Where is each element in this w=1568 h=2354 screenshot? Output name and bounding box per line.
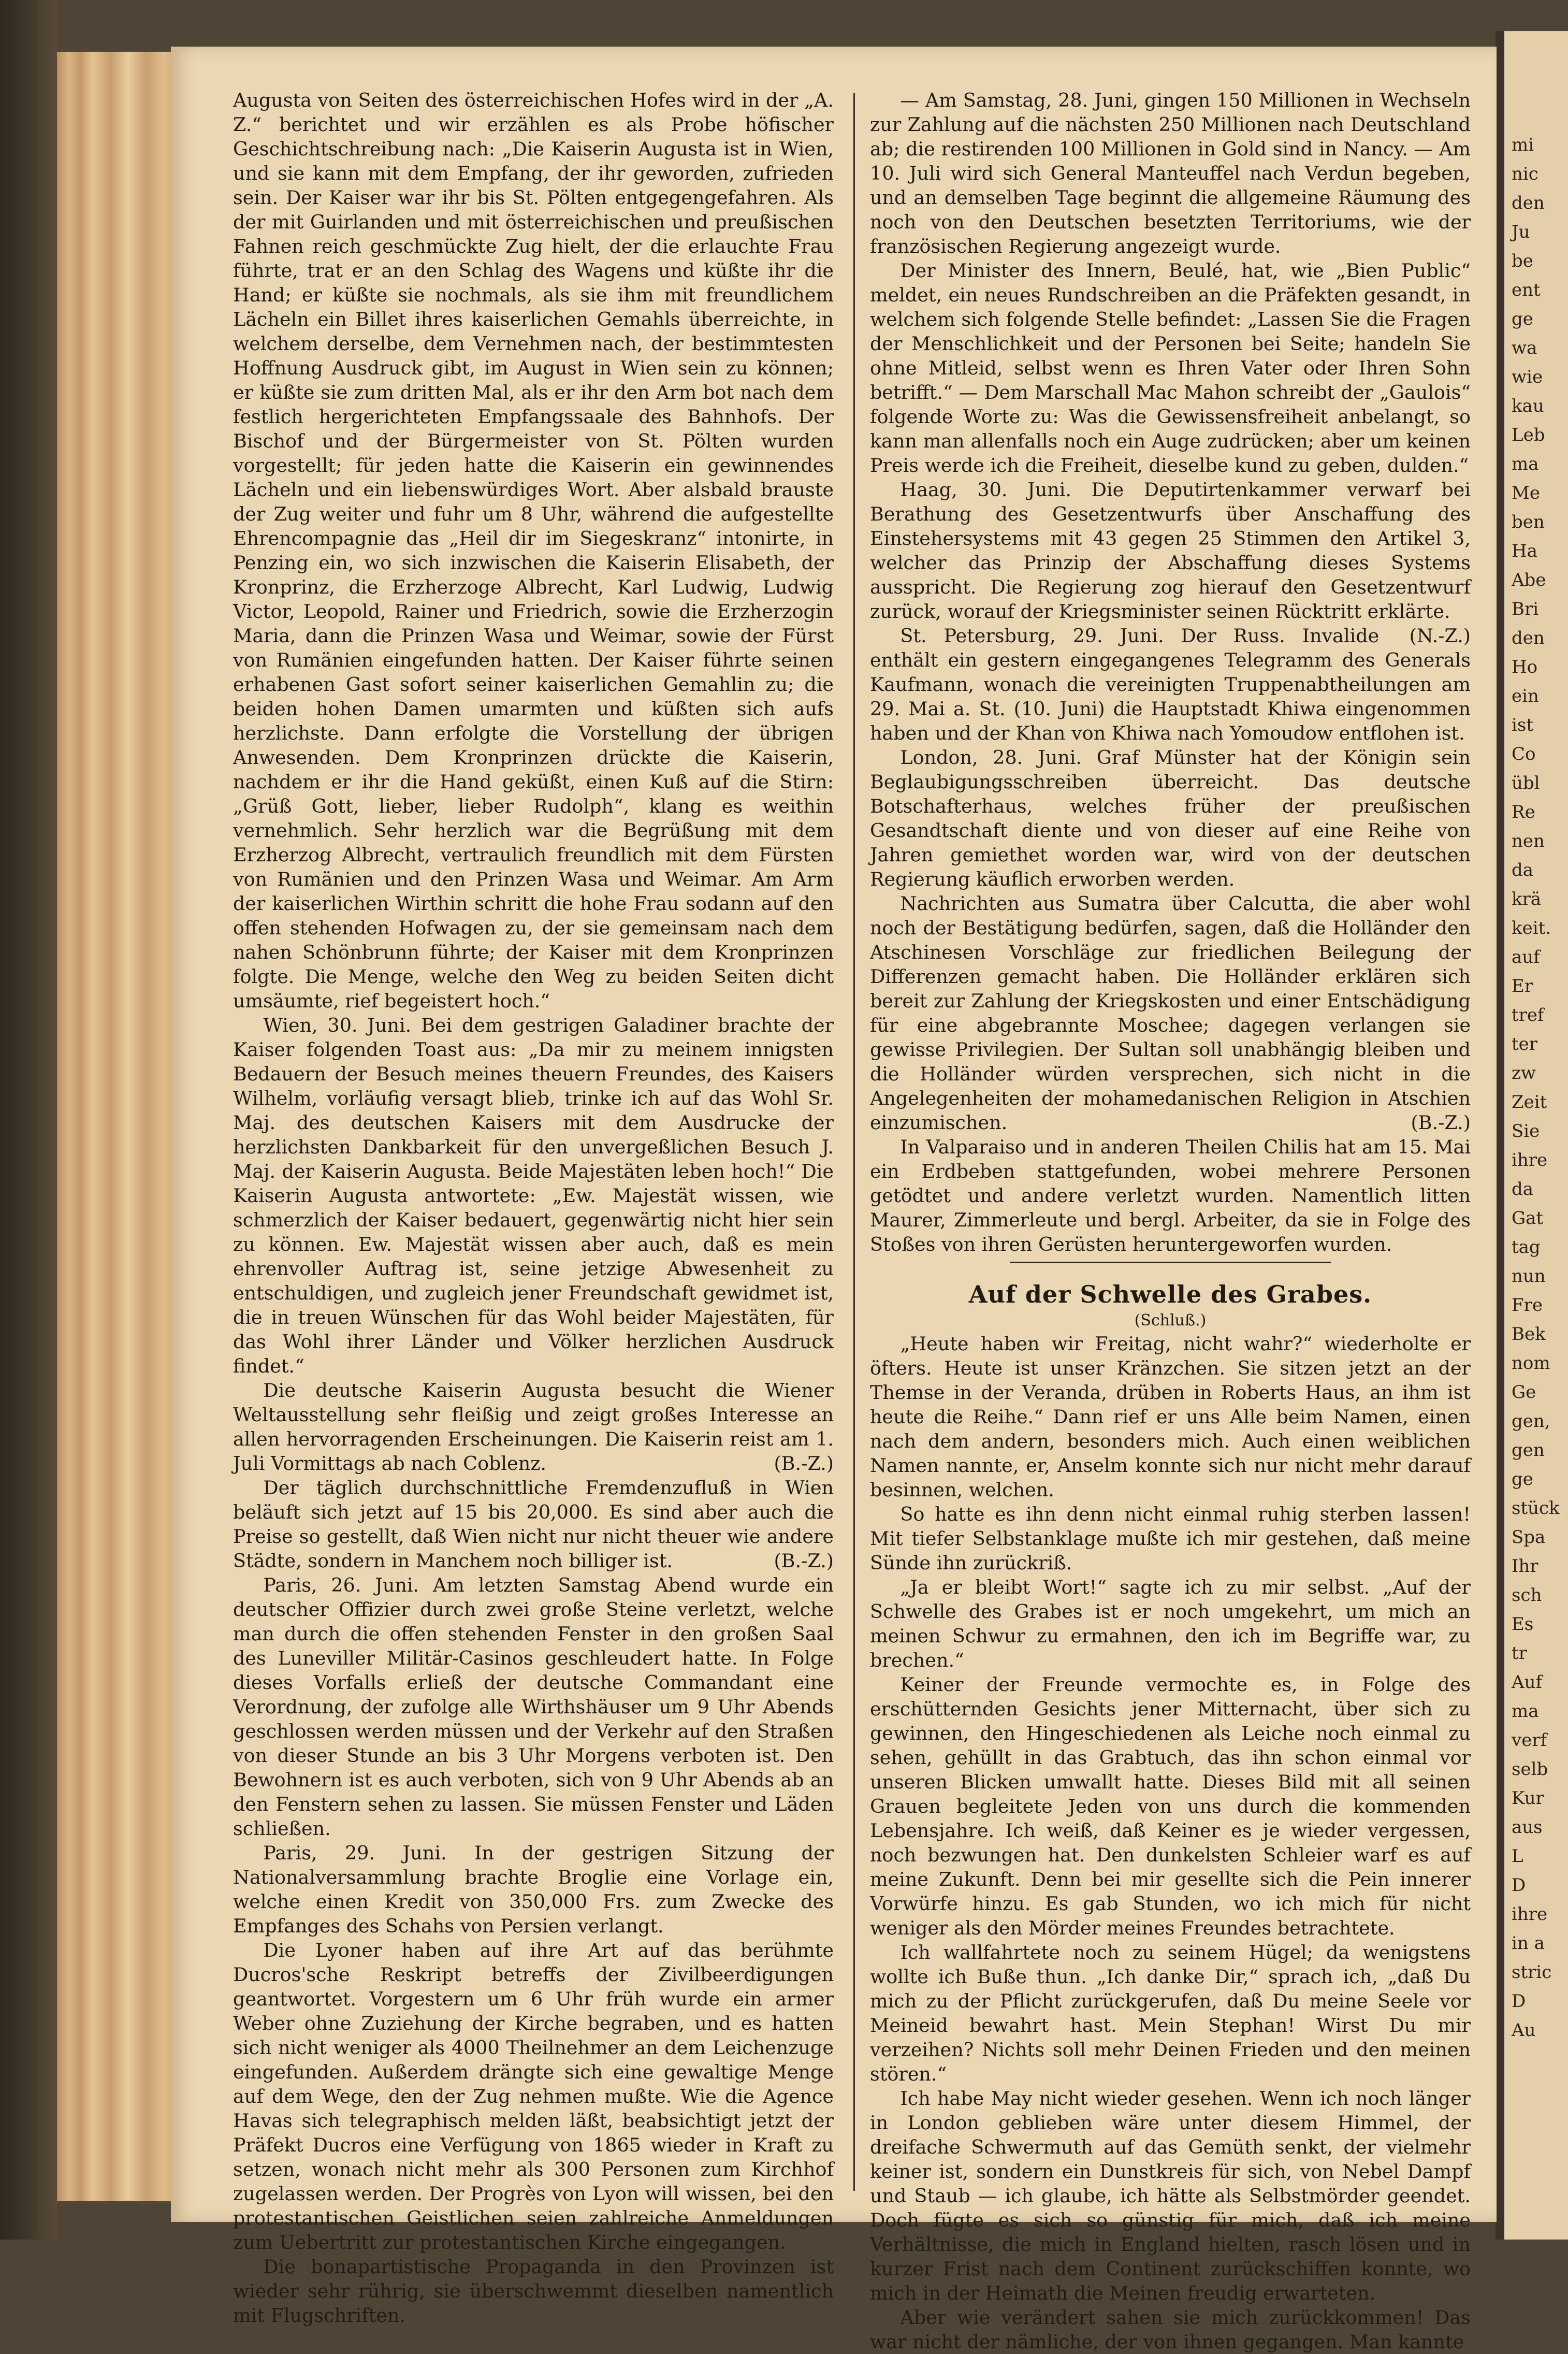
next-page-fragment: da [1512, 1179, 1534, 1200]
next-page-fragment: tr [1512, 1643, 1527, 1664]
next-page-fragment: Re [1512, 802, 1535, 822]
news-paragraph [870, 1502, 1471, 1575]
next-page-fragment: verf [1512, 1730, 1547, 1751]
next-page-fragment: tag [1512, 1237, 1541, 1258]
newspaper-page [171, 47, 1497, 2353]
next-page-fragment: den [1512, 193, 1545, 213]
next-page-fragment: Fre [1512, 1295, 1543, 1316]
next-page-fragment: ge [1512, 309, 1533, 329]
next-page-fragment: Co [1512, 744, 1536, 764]
next-page-fragment: ihre [1512, 1904, 1548, 1925]
next-page-fragment: mi [1512, 135, 1534, 155]
paragraph-text: Aber wie verändert sahen sie mich zurückkommen! Das war nicht der nämliche, der von ihnen gegangen. Man kannte [870, 2306, 1471, 2353]
next-page-fragment: Au [1512, 2020, 1536, 2041]
next-page-fragment: Zeit [1512, 1092, 1547, 1113]
next-page-fragment: D [1512, 1991, 1526, 2012]
news-paragraph [870, 2305, 1471, 2354]
paragraph-text: — Am Samstag, 28. Juni, gingen 150 Millionen in Wechseln zur Zahlung auf die nächsten 250 Millionen nach Deutschland ab; die restirenden 100 Millionen in Gold sind in Nancy. — Am 10. Juli wird sich General Manteuffel nach Verdun begeben, und an demselben Tage beginnt die allgemeine Räumung des noch von den Deutschen besetzten Territoriums, wie der französischen Regierung angezeigt wurde. [870, 89, 1471, 257]
next-page-fragment: aus [1512, 1817, 1543, 1838]
news-paragraph [870, 1332, 1471, 1502]
next-page-fragment: auf [1512, 947, 1540, 967]
paragraph-text: Der täglich durchschnittliche Fremdenzufluß in Wien beläuft sich jetzt auf 15 bis 20,000. Es sind aber auch die Preise so gestellt, daß Wien nicht nur nicht theuer wie andere Städte, sondern in Manchem noch billiger ist. [233, 1477, 834, 1572]
next-page-fragment: ter [1512, 1034, 1538, 1055]
article-heading: Auf der Schwelle des Grabes. [968, 1280, 1372, 1308]
next-page-fragment: nun [1512, 1266, 1546, 1287]
paragraph-text: „Ja er bleibt Wort!“ sagte ich zu mir selbst. „Auf der Schwelle des Grabes ist er noch umgekehrt, um mich an meinen Schwur zu ermahnen, den ich im Begriffe war, zu brechen.“ [870, 1576, 1471, 1671]
next-page-fragment: L [1512, 1846, 1523, 1867]
paragraph-text: Ich wallfahrtete noch zu seinem Hügel; da wenigstens wollte ich Buße thun. „Ich danke Dir,“ sprach ich, „daß Du mich zu der Pflicht zurückgerufen, daß Du meine Seele vor Meineid bewahrt hast. Mein Stephan! Wirst Du mir verzeihen? Nichts soll mehr Deinen Frieden und den meinen stören.“ [870, 1941, 1471, 2085]
next-page-fragment: Es [1512, 1614, 1534, 1635]
paragraph-text: Paris, 26. Juni. Am letzten Samstag Abend wurde ein deutscher Offizier durch zwei große Steine verletzt, welche man durch die offen stehenden Fenster in den großen Saal des Luneviller Militär-Casinos geschleudert hatte. In Folge dieses Vorfalls erließ der deutsche Commandant eine Verordnung, der zufolge alle Wirthshäuser um 9 Uhr Abends geschlossen werden müssen und der Verkehr auf den Straßen von dieser Stunde an bis 3 Uhr Morgens verboten ist. Den Bewohnern ist es auch verboten, sich von 9 Uhr Abends ab an den Fenstern sehen zu lassen. Sie müssen Fenster und Läden schließen. [233, 1574, 834, 1840]
book-fore-edge [0, 0, 57, 2240]
paragraph-text: So hatte es ihn denn nicht einmal ruhig sterben lassen! Mit tiefer Selbstanklage mußte ich mir gestehen, daß meine Sünde ihn zurückriß. [870, 1503, 1471, 1574]
news-paragraph [870, 1672, 1471, 1940]
adjacent-page-fragment [1504, 31, 1568, 2240]
news-paragraph [870, 88, 1471, 258]
paragraph-text: St. Petersburg, 29. Juni. Der Russ. Invalide enthält ein gestern eingegangenes Telegramm des Generals Kaufmann, wonach die vereinigten Truppenabtheilungen am 29. Mai a. St. (10. Juni) die Hauptstadt Khiwa eingenommen haben und der Khan von Khiwa nach Yomoudow entflohen ist. [870, 625, 1471, 744]
paragraph-text: Die deutsche Kaiserin Augusta besucht die Wiener Weltausstellung sehr fleißig und zeigt großes Interesse an allen hervorragenden Erscheinungen. Die Kaiserin reist am 1. Juli Vormittags ab nach Coblenz. [233, 1379, 834, 1475]
news-paragraph [870, 1575, 1471, 1672]
next-page-fragment: in a [1512, 1933, 1545, 1954]
news-paragraph [870, 1135, 1471, 1257]
next-page-fragment: be [1512, 251, 1533, 271]
news-paragraph [233, 1013, 834, 1378]
news-paragraph [870, 1940, 1471, 2086]
next-page-fragment: da [1512, 860, 1534, 880]
column-divider [853, 93, 855, 2191]
next-page-fragment: Leb [1512, 425, 1545, 445]
next-page-fragment: krä [1512, 889, 1542, 909]
next-page-fragment: Bri [1512, 599, 1539, 619]
article-subheading: (Schluß.) [1134, 1311, 1207, 1330]
next-page-fragment: keit. [1512, 918, 1551, 938]
paragraph-text: Ich habe May nicht wieder gesehen. Wenn ich noch länger in London geblieben wäre unter diesem Himmel, der dreifache Schwermuth auf das Gemüth senkt, der vielmehr keiner ist, sondern ein Dunstkreis für sich, von Nebel Dampf und Staub — ich glaube, ich hätte als Selbstmörder geendet. Doch fügte es sich so günstig für mich, daß ich meine Verhältnisse, die mich in England hielten, rasch lösen und in kurzer Frist nach dem Continent zurückschiffen konnte, wo mich in der Heimath die Meinen freudig erwarteten. [870, 2087, 1471, 2304]
paragraph-text: Keiner der Freunde vermochte es, in Folge des erschütternden Gesichts jener Mitternacht, über sich zu gewinnen, den Hingeschiedenen als Leiche noch einmal zu sehen, gehüllt in das Grabtuch, das ihn schon einmal vor unseren Blicken umwallt hatte. Dieses Bild mit all seinen Grauen begleitete Jeden von uns durch die kommenden Lebensjahre. Ich weiß, daß Keiner es je wieder vergessen, noch bezwungen hat. Den dunkelsten Schleier warf es auf meine Zukunft. Denn bei mir gesellte sich die Pein innerer Vorwürfe hinzu. Es gab Stunden, wo ich mich für nicht weniger als den Mörder meines Freundes betrachtete. [870, 1673, 1471, 1939]
paragraph-text: Haag, 30. Juni. Die Deputirtenkammer verwarf bei Berathung des Gesetzentwurfs über Anschaffung des Einstehersystems mit 43 gegen 25 Stimmen den Artikel 3, welcher das Prinzip der Abschaffung dieses Systems ausspricht. Die Regierung zog hierauf den Gesetzentwurf zurück, worauf der Kriegsminister seinen Rücktritt erklärte. [870, 479, 1471, 623]
next-page-fragment: ben [1512, 512, 1545, 532]
news-paragraph [233, 1841, 834, 1938]
next-page-fragment: Ho [1512, 657, 1538, 677]
marbled-page-edges [57, 52, 176, 2201]
heading-rule [1010, 1262, 1331, 1263]
left-column [233, 88, 834, 2327]
news-paragraph [870, 258, 1471, 478]
next-page-fragment: Spa [1512, 1527, 1546, 1548]
next-page-fragment: ent [1512, 280, 1541, 300]
next-page-fragment: Auf [1512, 1672, 1543, 1693]
source-signature: (B.-Z.) [774, 1550, 834, 1572]
paragraph-text: Augusta von Seiten des österreichischen Hofes wird in der „A. Z.“ berichtet und wir erzählen es als Probe höfischer Geschichtschreibung nach: „Die Kaiserin Augusta ist in Wien, und sie kann mit dem Empfang, der ihr geworden, zufrieden sein. Der Kaiser war ihr bis St. Pölten entgegengefahren. Als der mit Guirlanden und mit österreichischen und preußischen Fahnen reich geschmückte Zug hielt, der die erlauchte Frau führte, trat er an den Schlag des Wagens und küßte ihr die Hand; er küßte sie nochmals, als sie ihm mit freundlichem Lächeln ein Billet ihres kaiserlichen Gemahls überreichte, in welchem derselbe, dem Vernehmen nach, der bestimmtesten Hoffnung Ausdruck gibt, im August in Wien sein zu können; er küßte sie zum dritten Mal, als er ihr den Arm bot nach dem festlich hergerichteten Empfangssaale des Bahnhofs. Der Bischof und der Bürgermeister von St. Pölten wurden vorgestellt; für jeden hatte die Kaiserin ein gewinnendes Lächeln und ein liebenswürdiges Wort. Aber alsbald brauste der Zug weiter und fuhr um 8 Uhr, während die aufgestellte Ehrencompagnie das „Heil dir im Siegeskranz“ intonirte, in Penzing ein, wo sich inzwischen die Kaiserin Elisabeth, der Kronprinz, die Erzherzoge Albrecht, Karl Ludwig, Ludwig Victor, Leopold, Rainer und Friedrich, sowie die Erzherzogin Maria, dann die Prinzen Wasa und Weimar, sowie der Fürst von Rumänien eingefunden hatten. Der Kaiser führte seinen erhabenen Gast sofort seiner kaiserlichen Gemahlin zu; die beiden hohen Damen umarmten und küßten sich aufs herzlichste. Dann erfolgte die Vorstellung der übrigen Anwesenden. Dem Kronprinzen drückte die Kaiserin, nachdem er ihr die Hand geküßt, einen Kuß auf die Stirn: „Grüß Gott, lieber, lieber Rudolph“, klang es weithin vernehmlich. Sehr herzlich war die Begrüßung mit dem Erzherzog Albrecht, vertraulich freundlich mit dem Fürsten von Rumänien und den Prinzen Wasa und Weimar. Am Arm der kaiserlichen Wirthin schritt die hohe Frau sodann auf den offen stehenden Hofwagen zu, der sie gemeinsam nach dem nahen Schönbrunn führte; der Kaiser mit dem Kronprinzen folgte. Die Menge, welche den Weg zu beiden Seiten dicht umsäumte, rief begeistert hoch.“ [233, 89, 834, 1012]
next-page-fragment: Ge [1512, 1382, 1536, 1403]
next-page-fragment: ein [1512, 686, 1539, 706]
news-paragraph [870, 745, 1471, 891]
news-paragraph [233, 1378, 834, 1476]
news-paragraph [233, 1476, 834, 1573]
next-page-fragment: Ha [1512, 541, 1537, 561]
next-page-fragment: Kur [1512, 1788, 1544, 1809]
news-paragraph [233, 2255, 834, 2328]
next-page-fragment: ihre [1512, 1150, 1548, 1171]
next-page-fragment: wa [1512, 338, 1537, 358]
next-page-fragment: stück [1512, 1498, 1560, 1519]
paragraph-text: Der Minister des Innern, Beulé, hat, wie „Bien Public“ meldet, ein neues Rundschreiben an die Präfekten gesandt, in welchem sich folgende Stelle befindet: „Lassen Sie die Fragen der Menschlichkeit und der Personen bei Seite; handeln Sie ohne Mitleid, selbst wenn es Ihren Vater oder Ihren Sohn betrifft.“ — Dem Marschall Mac Mahon schreibt der „Gaulois“ folgende Worte zu: Was die Gewissensfreiheit anbelangt, so kann man allenfalls noch ein Auge zudrücken; aber um keinen Preis werde ich die Freiheit, dieselbe kund zu geben, dulden.“ [870, 259, 1471, 476]
next-page-fragment: den [1512, 628, 1545, 648]
news-paragraph [870, 478, 1471, 647]
next-page-fragment: übl [1512, 773, 1540, 793]
next-page-fragment: ge [1512, 1469, 1533, 1490]
next-page-fragment: Ju [1512, 222, 1530, 242]
news-paragraph [233, 1573, 834, 1841]
next-page-fragment: kau [1512, 396, 1544, 416]
next-page-fragment: gen [1512, 1440, 1545, 1461]
news-paragraph [870, 2086, 1471, 2305]
next-page-fragment: wie [1512, 367, 1543, 387]
next-page-fragment: nen [1512, 831, 1545, 851]
paragraph-text: Nachrichten aus Sumatra über Calcutta, die aber wohl noch der Bestätigung bedürfen, sagen, daß die Holländer den Atschinesen Vorschläge zur friedlichen Beilegung der Differenzen gemacht haben. Die Holländer erklären sich bereit zur Zahlung der Kriegskosten und einer Entschädigung für eine abgebrannte Moschee; dagegen verlangen sie gewisse Privilegien. Der Sultan soll unabhängig bleiben und die Holländer würden versprechen, sich nicht in die Angelegenheiten der mohamedanischen Religion in Atschien einzumischen. [870, 892, 1471, 1134]
next-page-fragment: zw [1512, 1063, 1536, 1084]
paragraph-text: London, 28. Juni. Graf Münster hat der Königin sein Beglaubigungsschreiben überreicht. Das deutsche Botschafterhaus, welches früher der preußischen Gesandtschaft diente und von dieser auf eine Reihe von Jahren gemiethet worden war, wird von der deutschen Regierung käuflich erworben werden. [870, 746, 1471, 890]
next-page-fragment: Gat [1512, 1208, 1544, 1229]
paragraph-text: Wien, 30. Juni. Bei dem gestrigen Galadiner brachte der Kaiser folgenden Toast aus: „Da mir zu meinem innigsten Bedauern der Besuch meines theuern Freundes, des Kaisers Wilhelm, vorläufig versagt blieb, trinke ich auf das Wohl Sr. Maj. des deutschen Kaisers mit dem Ausdrucke der herzlichsten Dankbarkeit für den unvergeßlichen Besuch J. Maj. der Kaiserin Augusta. Beide Majestäten leben hoch!“ Die Kaiserin Augusta antwortete: „Ew. Majestät wissen, wie schmerzlich der Kaiser bedauert, gegenwärtig nicht hier sein zu können. Ew. Majestät wissen aber auch, daß es mein ehrenvoller Auftrag ist, seine jetzige Abwesenheit zu entschuldigen, und zugleich jener Freundschaft gewidmet ist, die in treuen Wünschen für das Wohl beider Majestäten, für das Wohl ihrer Länder und Völker herzlichen Ausdruck findet.“ [233, 1014, 834, 1377]
paragraph-text: Die bonapartistische Propaganda in den Provinzen ist wieder sehr rührig, sie überschwemmt dieselben namentlich mit Flugschriften. [233, 2256, 834, 2327]
next-page-fragment: nom [1512, 1353, 1550, 1374]
next-page-fragment: D [1512, 1875, 1526, 1896]
next-page-fragment: ist [1512, 715, 1533, 735]
news-paragraph [233, 1938, 834, 2255]
next-page-fragment: nic [1512, 164, 1538, 184]
next-page-fragment: Bek [1512, 1324, 1546, 1345]
news-paragraph [233, 88, 834, 1013]
paragraph-text: Die Lyoner haben auf ihre Art auf das berühmte Ducros'sche Reskript betreffs der Zivilbeerdigungen geantwortet. Vorgestern um 6 Uhr früh wurde ein armer Weber ohne Zuziehung der Kirche begraben, und es hatten sich nicht weniger als 4000 Theilnehmer an dem Leichenzuge eingefunden. Außerdem drängte sich eine gewaltige Menge auf dem Wege, den der Zug nehmen mußte. Wie die Agence Havas sich telegraphisch melden läßt, beabsichtigt jetzt der Präfekt Ducros eine Verfügung von 1865 wieder in Kraft zu setzen, wonach nicht mehr als 300 Personen zum Kirchhof zugelassen werden. Der Progrès von Lyon will wissen, bei den protestantischen Geistlichen seien zahlreiche Anmeldungen zum Uebertritt zur protestantischen Kirche eingegangen. [233, 1939, 834, 2254]
next-page-fragment: Abe [1512, 570, 1546, 590]
next-page-fragment: ma [1512, 454, 1539, 474]
source-signature: (B.-Z.) [774, 1452, 834, 1475]
source-signature: (B.-Z.) [1411, 1111, 1471, 1134]
next-page-fragment: stric [1512, 1962, 1552, 1983]
source-signature: (N.-Z.) [1409, 625, 1471, 647]
next-page-fragment: Ihr [1512, 1556, 1538, 1577]
next-page-fragment: gen, [1512, 1411, 1550, 1432]
next-page-fragment: Er [1512, 976, 1533, 997]
news-paragraph [870, 891, 1471, 1135]
next-page-fragment: ma [1512, 1701, 1539, 1722]
next-page-fragment: tref [1512, 1005, 1544, 1026]
paragraph-text: In Valparaiso und in anderen Theilen Chilis hat am 15. Mai ein Erdbeben stattgefunden, wobei mehrere Personen getödtet und andere verletzt wurden. Namentlich litten Maurer, Zimmerleute und bergl. Arbeiter, da sie in Folge des Stoßes von ihren Gerüsten heruntergeworfen wurden. [870, 1136, 1471, 1255]
right-column [870, 88, 1471, 2353]
next-page-fragment: sch [1512, 1585, 1542, 1606]
next-page-fragment: selb [1512, 1759, 1548, 1780]
next-page-fragment: Sie [1512, 1121, 1540, 1142]
next-page-fragment: Me [1512, 483, 1540, 503]
paragraph-text: „Heute haben wir Freitag, nicht wahr?“ wiederholte er öfters. Heute ist unser Kränzchen. Sie sitzen jetzt an der Themse in der Veranda, drüben in Roberts Haus, an ihm ist heute die Reihe.“ Dann rief er uns Alle beim Namen, einen nach dem andern, besonders mich. Auch einen weiblichen Namen nannte, er, Anselm konnte sich nur nicht mehr darauf besinnen, welchen. [870, 1333, 1471, 1501]
paragraph-text: Paris, 29. Juni. In der gestrigen Sitzung der Nationalversammlung brachte Broglie eine Vorlage ein, welche einen Kredit von 350,000 Frs. zum Zwecke des Empfanges des Schahs von Persien verlangt. [233, 1842, 834, 1937]
